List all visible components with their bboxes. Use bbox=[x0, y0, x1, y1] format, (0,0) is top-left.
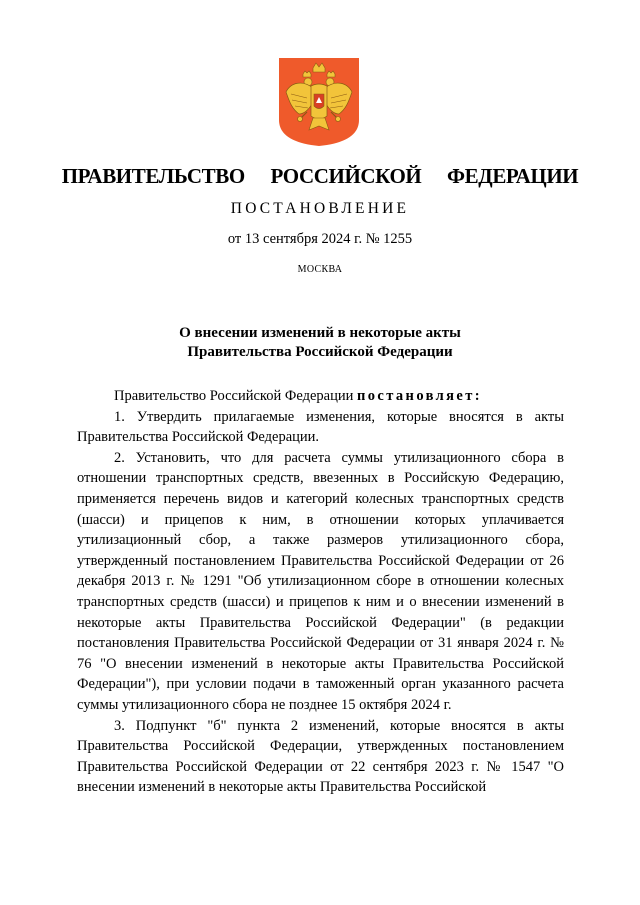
decree-word: постановляет: bbox=[356, 388, 483, 404]
government-title: ПРАВИТЕЛЬСТВО РОССИЙСКОЙ ФЕДЕРАЦИИ bbox=[61, 164, 579, 188]
intro-text: Правительство Российской Федерации bbox=[114, 388, 357, 404]
document-city: МОСКВА bbox=[297, 264, 343, 275]
document-body bbox=[77, 386, 564, 798]
document-subject bbox=[0, 324, 640, 362]
subject-line-2: Правительства Российской Федерации bbox=[187, 344, 453, 360]
coat-of-arms-icon bbox=[277, 56, 361, 148]
coat-of-arms-emblem bbox=[277, 56, 361, 148]
paragraph-1: 1. Утвердить прилагаемые изменения, которые вносятся в акты Правительства Российской Федерации. bbox=[77, 408, 564, 446]
subject-line-1: О внесении изменений в некоторые акты bbox=[179, 325, 461, 341]
intro-paragraph bbox=[77, 386, 564, 407]
paragraph-3: 3. Подпункт "б" пункта 2 изменений, которые вносятся в акты Правительства Российской Федерации, утвержденных постановлением Правительства Российской Федерации от 22 сентября 2023 г. № 1547 "О внесении изменений в некоторые акты Правительства Российской bbox=[77, 717, 564, 796]
document-date-number: от 13 сентября 2024 г. № 1255 bbox=[227, 231, 413, 247]
document-type: ПОСТАНОВЛЕНИЕ bbox=[230, 200, 410, 217]
paragraph-2: 2. Установить, что для расчета суммы утилизационного сбора в отношении транспортных средств, ввезенных в Российскую Федерацию, применяется перечень видов и категорий колесных транспортных средств (шасси) и прицепов к ним, в отношении которых уплачивается утилизационный сбор, а также размеров утилизационного сбора, утвержденный постановлением Правительства Российской Федерации от 26 декабря 2013 г. № 1291 "Об утилизационном сборе в отношении колесных транспортных средств (шасси) и прицепов к ним и о внесении изменений в некоторые акты Правительства Российской Федерации" (в редакции постановления Правительства Российской Федерации от 31 января 2024 г. № 76 "О внесении изменений в некоторые акты Правительства Российской Федерации"), при условии подачи в таможенный орган указанного расчета суммы утилизационного сбора не позднее 15 октября 2024 г. bbox=[77, 449, 564, 713]
